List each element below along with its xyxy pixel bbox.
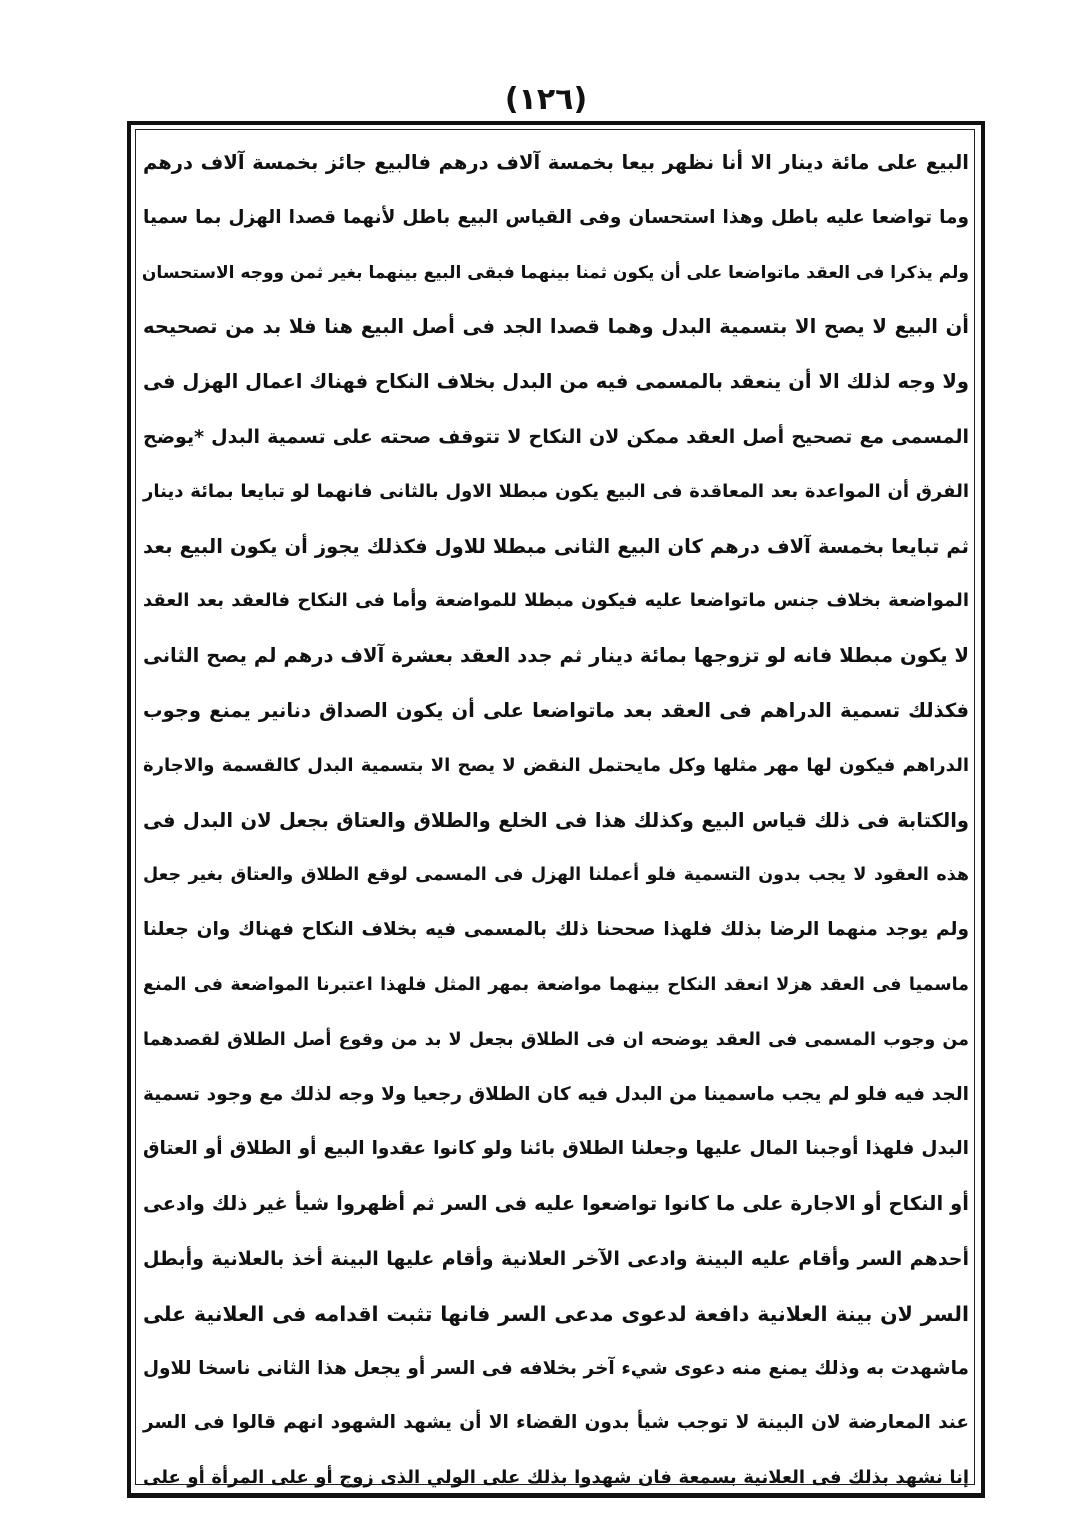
text-line: ماشهدت به وذلك يمنع منه دعوى شيء آخر بخلافه فى السر أو يجعل هذا الثانى ناسخا للاول <box>143 1357 969 1379</box>
text-line: أو النكاح أو الاجارة على ما كانوا تواضعوا عليه فى السر ثم أظهروا شيأ غير ذلك وادعى <box>143 1192 969 1216</box>
text-line: ولم يوجد منهما الرضا بذلك فلهذا صححنا ذلك بالمسمى فيه بخلاف النكاح فهناك وان جعلنا <box>143 919 969 941</box>
text-line: البدل فلهذا أوجبنا المال عليها وجعلنا الطلاق بائنا ولو كانوا عقدوا البيع أو الطلاق أو العتاق <box>143 1138 969 1160</box>
text-line: فكذلك تسمية الدراهم فى العقد بعد ماتواضعا على أن يكون الصداق دنانير يمنع وجوب <box>143 698 969 722</box>
text-line: المواضعة بخلاف جنس ماتواضعا عليه فيكون مبطلا للمواضعة وأما فى النكاح فالعقد بعد العقد <box>143 590 969 612</box>
text-line: والكتابة فى ذلك قياس البيع وكذلك هذا فى الخلع والطلاق والعتاق بجعل لان البدل فى <box>143 808 969 832</box>
text-line: عند المعارضة لان البينة لا توجب شيأ بدون القضاء الا أن يشهد الشهود انهم قالوا فى السر <box>143 1412 969 1434</box>
text-line: السر لان بينة العلانية دافعة لدعوى مدعى السر فانها تثبت اقدامه فى العلانية على <box>143 1301 969 1326</box>
text-line: أن البيع لا يصح الا بتسمية البدل وهما قصدا الجد فى أصل البيع هنا فلا بد من تصحيحه <box>143 315 969 339</box>
text-line: ثم تبايعا بخمسة آلاف درهم كان البيع الثانى مبطلا للاول فكذلك يجوز أن يكون البيع بعد <box>143 534 969 558</box>
text-line: وما تواضعا عليه باطل وهذا استحسان وفى القياس البيع باطل لأنهما قصدا الهزل بما سميا <box>143 206 969 228</box>
text-line: لا يكون مبطلا فانه لو تزوجها بمائة دينار ثم جدد العقد بعشرة آلاف درهم لم يصح الثانى <box>143 644 969 668</box>
text-line: البيع على مائة دينار الا أنا نظهر بيعا بخمسة آلاف درهم فالبيع جائز بخمسة آلاف درهم <box>143 151 969 174</box>
body-text <box>143 136 969 1506</box>
text-line: ولم يذكرا فى العقد ماتواضعا على أن يكون ثمنا بينهما فبقى البيع بينهما بغير ثمن ووجه الاستحسان <box>141 262 969 283</box>
page-number: (١٢٦) <box>504 82 588 117</box>
text-line: المسمى مع تصحيح أصل العقد ممكن لان النكاح لا تتوقف صحته على تسمية البدل *يوضح <box>143 425 969 448</box>
text-line: الفرق أن المواعدة بعد المعاقدة فى البيع يكون مبطلا الاول بالثانى فانهما لو تبايعا بمائة دينار <box>143 480 969 502</box>
text-line: الجد فيه فلو لم يجب ماسمينا من البدل فيه كان الطلاق رجعيا ولا وجه لذلك مع وجود تسمية <box>143 1083 969 1105</box>
text-line: من وجوب المسمى فى العقد يوضحه ان فى الطلاق بجعل لا بد من وقوع أصل الطلاق لقصدهما <box>143 1029 969 1050</box>
text-line: ولا وجه لذلك الا أن ينعقد بالمسمى فيه من البدل بخلاف النكاح فهناك اعمال الهزل فى <box>143 370 969 394</box>
text-line: الدراهم فيكون لها مهر مثلها وكل مايحتمل النقض لا يصح الا بتسمية البدل كالقسمة والاجارة <box>143 754 969 776</box>
text-line: إنا نشهد بذلك فى العلانية بسمعة فان شهدوا بذلك على الولي الذى زوج أو على المرأة أو على <box>143 1467 969 1489</box>
text-line: ماسميا فى العقد هزلا انعقد النكاح بينهما مواضعة بمهر المثل فلهذا اعتبرنا المواضعة فى المنع <box>143 974 969 995</box>
text-line: أحدهم السر وأقام عليه البينة وادعى الآخر العلانية وأقام عليها البينة أخذ بالعلانية وأبطل <box>143 1247 969 1270</box>
text-line: هذه العقود لا يجب بدون التسمية فلو أعملنا الهزل فى المسمى لوقع الطلاق والعتاق بغير جعل <box>143 865 969 886</box>
